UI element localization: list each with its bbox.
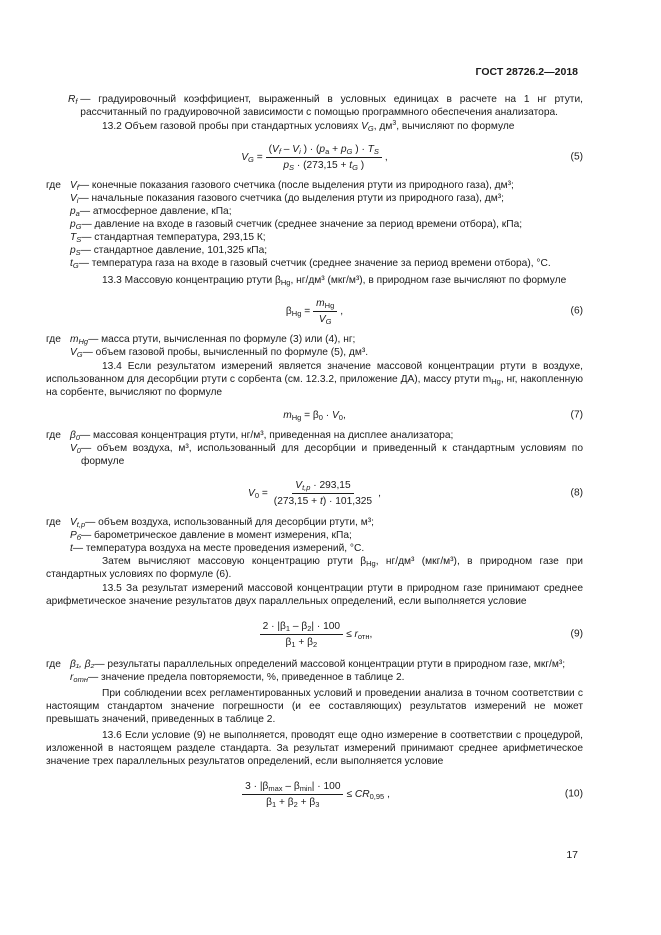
formula-5: $V_G$ = $\frac{(V_f - V_i ) \cdot (p_a + p_G ) \cdot T_S}{p_S \cdot (273,15 + t_G )}$ , (5) [241,143,583,172]
symbol: $p_a$ [70,206,80,218]
definitions-5 [46,179,583,270]
paragraph-then: Затем вычисляют массовую концентрацию ртути $\beta_{Hg}$, нг/дм³ (мкг/м³), в природном газе при стандартных условиях по формуле (6). [46,556,583,580]
standard-header: ГОСТ 28726.2—2018 [475,66,578,78]
definition-text: — барометрическое давление в момент измерения, кПа; [81,530,352,541]
where-label [46,346,70,359]
paragraph-13-2: 13.2 Объем газовой пробы при стандартных условиях $V_G$, $дм^3$, вычисляют по формуле [102,120,515,133]
definition-text: — температура газа на входе в газовый счетчик (среднее значение за период времени отбора), °С. [78,258,551,269]
symbol: $V_f$ [70,180,79,192]
where-label [46,542,70,555]
definition-item [46,205,583,218]
where-label: где [46,430,61,441]
definition-text: — температура воздуха на месте проведения измерений, °С. [72,543,365,554]
formula-8: $V_0$ = $\frac{V_{t,p} \cdot 293,15}{(273,15 + t) \cdot 101,325}$ , (8) [248,479,583,507]
symbol: $V_i$ [70,193,79,205]
definition-text: — стандартное давление, 101,325 кПа; [80,245,268,256]
symbol: $P_б$ [70,530,82,542]
definition-text: — массовая концентрация ртути, нг/м³, приведенная на дисплее анализатора; [80,430,454,441]
formula-9: $\frac{2 \cdot |\beta_1 - \beta_2| \cdot 100}{\beta_1 + \beta_2}$ ≤ $r_{отн}$, (9) [46,614,583,654]
formula-number: (5) [570,151,583,163]
definition-text: — объем газовой пробы, вычисленный по формуле (5), дм³. [82,347,369,358]
definition-item [46,658,583,671]
definitions-7 [46,429,583,468]
where-label: где [46,180,61,191]
definitions-8 [46,516,583,555]
where-label [46,231,70,244]
formula-number: (8) [570,487,583,499]
definition-item [46,542,583,555]
formula-6: $\beta_{Hg}$ = $\frac{m_{Hg}}{V_G}$ , (6) [285,297,583,326]
formula-10: $\frac{3 \cdot |\beta_{max} - \beta_{min}| \cdot 100}{\beta_1 + \beta_2 + \beta_3}$ ≤ $CR_{0,95}$ , (10) [46,774,583,814]
definition-text: — объем воздуха, м³, использованный для десорбции и приведенный к стандартным условиям по формуле [80,443,583,467]
paragraph-13-5: 13.5 За результат измерений массовой концентрации ртути в природном газе принимают среднее арифметическое значение результатов двух параллельных определений, если выполняется условие [46,583,583,607]
definition-item [46,516,583,529]
definition-text: — значение предела повторяемости, %, приведенное в таблице 2. [87,672,405,683]
definition-item [46,218,583,231]
symbol: t [70,543,73,554]
definition-text: — давление на входе в газовый счетчик (среднее значение за период времени отбора), кПа; [81,219,523,230]
where-label [46,442,70,468]
where-label [46,244,70,257]
symbol: $V_{t,p}$ [70,517,86,529]
where-label: где [46,517,61,528]
definition-item [46,442,583,468]
paragraph-compliance: При соблюдении всех регламентированных условий и проведении анализа в точном соответствии с настоящим стандартом значение погрешности (и ее составляющих) результатов измерений не может превышать значений, приведенных в таблице 2. [46,688,583,725]
definition-item [46,333,583,346]
definition-text: — начальные показания газового счетчика (до выделения ртути из природного газа), дм³; [78,193,504,204]
formula-number: (10) [564,788,583,800]
definition-rf: $R_f$ — градуировочный коэффициент, выраженный в условных единицах в расчете на 1 нг ртути, рассчитанный по градуировочной зависимости с помощью программного обеспечения анализатора. [68,94,583,118]
definition-text: — результаты параллельных определений массовой концентрации ртути в природном газе, мкг/м³; [94,659,566,670]
symbol: $p_G$ [70,219,82,231]
formula-7: $m_{Hg} = \beta_0 \cdot V_0$, (7) [283,409,583,422]
where-label [46,257,70,270]
paragraph-13-3: 13.3 Массовую концентрацию ртути $\beta_{Hg}$, нг/дм³ (мкг/м³), в природном газе вычисляют по формуле [102,275,567,287]
document-body [46,93,583,818]
where-label [46,192,70,205]
symbol: $t_G$ [70,258,79,270]
definition-item [46,231,583,244]
definition-text: — масса ртути, вычисленная по формуле (3) или (4), нг; [88,334,356,345]
definitions-9 [46,658,583,684]
definition-text: — атмосферное давление, кПа; [79,206,232,217]
definition-item [46,244,583,257]
formula-number: (6) [570,305,583,317]
page-number: 17 [566,849,578,861]
where-label [46,529,70,542]
definition-item [46,257,583,270]
where-label [46,218,70,231]
definition-item [46,429,583,442]
paragraph-13-4: 13.4 Если результатом измерений является значение массовой концентрации ртути в воздухе, использованном для десорбции ртути с сорбента (см. 12.3.2, приложение ДА), массу ртути $m_{Hg}$, нг, накопленную на сорбенте, вычисляют по формуле [46,361,583,398]
symbol: $T_S$ [70,232,82,244]
symbol: $\beta_0$ [70,430,80,442]
where-label: где [46,659,61,670]
definition-item [46,671,583,684]
definition-text: — конечные показания газового счетчика (после выделения ртути из природного газа), дм³; [78,180,514,191]
paragraph-13-6: 13.6 Если условие (9) не выполняется, проводят еще одно измерение в соответствии с процедурой, изложенной в настоящем разделе стандарта. За результат измерений принимают среднее арифметическое значение трех параллельных результатов определений, если выполняется условие [46,730,583,767]
formula-number: (7) [570,409,583,421]
definition-item [46,529,583,542]
definition-item [46,192,583,205]
formula-number: (9) [570,628,583,640]
symbol: $p_S$ [70,245,81,257]
definition-item [46,346,583,359]
symbol: β₁, β₂ [70,659,95,670]
symbol: $V_0$ [70,443,81,455]
definition-item [46,179,583,192]
symbol: $r_{отн}$ [70,672,88,684]
where-label [46,671,70,684]
where-label [46,205,70,218]
where-label: где [46,334,61,345]
symbol: $m_{Hg}$ [70,334,89,346]
symbol: $V_G$ [70,347,83,359]
definitions-6 [46,333,583,359]
definition-text: — объем воздуха, использованный для десорбции ртути, м³; [85,517,374,528]
definition-text: — стандартная температура, 293,15 К; [81,232,266,243]
